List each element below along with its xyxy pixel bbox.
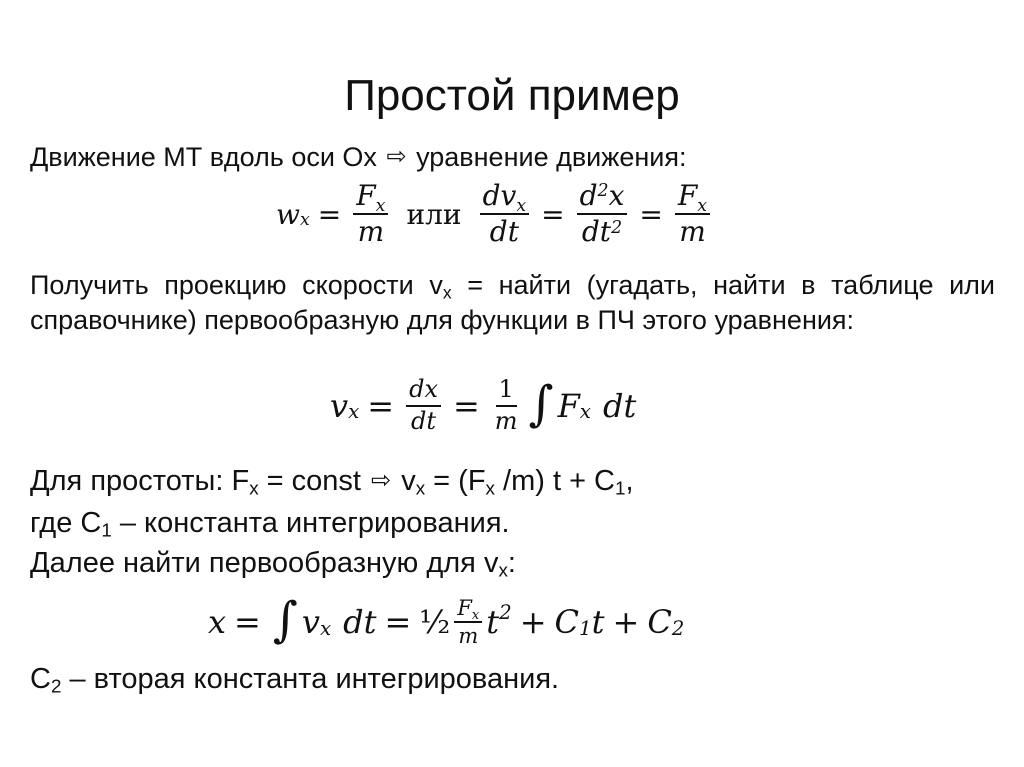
- x-subscript: x: [415, 477, 426, 499]
- x-subscript: x: [319, 616, 332, 640]
- denominator: m: [494, 406, 518, 435]
- equation-label: уравнение движения:: [416, 142, 687, 172]
- equals-sign: =: [384, 603, 412, 641]
- x-symbol: x: [208, 603, 227, 641]
- numerator: [480, 180, 530, 215]
- numerator: [577, 180, 628, 215]
- or-word: или: [406, 197, 462, 231]
- x-subscript: x: [579, 400, 591, 424]
- x-subscript: x: [516, 195, 527, 216]
- line-text: – константа интегрирования.: [111, 507, 510, 539]
- one-subscript: 1: [579, 616, 592, 640]
- x-subscript: x: [442, 282, 452, 303]
- w-symbol: w: [276, 197, 300, 231]
- denominator: dt: [411, 406, 437, 435]
- x-subscript: x: [249, 477, 259, 499]
- v-symbol: v: [330, 386, 349, 425]
- line-text: /m) t + C: [494, 465, 616, 497]
- constant-line: [30, 506, 510, 540]
- paragraph-text: Получить проекцию скорости v: [30, 270, 443, 300]
- squared: 2: [611, 217, 623, 238]
- equals-sign: =: [367, 386, 395, 425]
- motion-line: [30, 140, 686, 176]
- equals-sign: =: [639, 197, 663, 231]
- t-symbol: t: [591, 603, 605, 641]
- simplicity-line: [30, 464, 634, 500]
- line-text: = const: [258, 465, 370, 497]
- c-symbol: C: [554, 603, 580, 641]
- velocity-paragraph: [30, 268, 995, 338]
- two-subscript: 2: [50, 675, 62, 697]
- motion-text: Движение МТ вдоль оси Ox: [30, 142, 377, 172]
- force-over-mass: [353, 180, 388, 248]
- line-text: Для простоты: F: [30, 465, 250, 497]
- dt-symbol: dt: [343, 603, 377, 641]
- x-subscript: x: [697, 195, 708, 216]
- dt-symbol: dt: [581, 215, 612, 249]
- plus-sign: +: [519, 603, 547, 641]
- one-subscript: 1: [615, 477, 626, 499]
- denominator: m: [679, 215, 706, 249]
- f-symbol: F: [457, 595, 472, 620]
- next-step-line: [30, 546, 516, 580]
- t-symbol: t: [486, 603, 500, 641]
- integral-sign: ∫: [272, 592, 298, 648]
- equals-sign: =: [234, 603, 261, 641]
- dt-symbol: dt: [602, 386, 637, 425]
- squared: 2: [499, 600, 512, 624]
- plus-sign: +: [612, 603, 640, 641]
- x-subscript: x: [375, 195, 386, 216]
- one-over-m: [492, 376, 521, 435]
- c-symbol: C: [647, 603, 672, 641]
- dx-dt: [406, 376, 441, 435]
- paragraph-text: = найти (угадать, найти в таблице или справочнике) первообразную для функции в ПЧ этого уравнения:: [30, 270, 995, 335]
- numerator: dx: [406, 376, 441, 407]
- equals-sign: =: [317, 197, 342, 231]
- integral-sign: ∫: [528, 375, 554, 432]
- denominator: dt: [489, 215, 519, 249]
- d-symbol: d: [579, 179, 598, 212]
- equals-sign: =: [541, 197, 565, 231]
- right-arrow-icon: ⇨: [371, 467, 392, 494]
- line-text: ,: [625, 465, 634, 497]
- numerator: [353, 180, 388, 215]
- x-subscript: x: [498, 559, 508, 581]
- numerator: 1: [496, 376, 517, 407]
- one-subscript: 1: [101, 519, 112, 541]
- x-symbol: x: [608, 179, 625, 212]
- force-over-mass: [454, 596, 482, 648]
- x-subscript: x: [485, 477, 495, 499]
- second-constant-line: [30, 662, 559, 696]
- x-subscript: x: [471, 608, 480, 624]
- line-text: :: [507, 547, 516, 579]
- line-text: – вторая константа интегрирования.: [61, 663, 560, 695]
- equation-of-motion: [276, 180, 714, 248]
- x-subscript: x: [348, 400, 360, 424]
- line-text: где C: [30, 507, 102, 539]
- line-text: C: [30, 663, 51, 695]
- denominator: m: [357, 215, 385, 249]
- velocity-equation: [330, 376, 636, 435]
- numerator: [454, 596, 482, 623]
- f-symbol: F: [356, 179, 376, 212]
- line-text: v: [393, 465, 416, 497]
- x-subscript: x: [299, 209, 310, 230]
- position-equation: [208, 594, 684, 650]
- dv-symbol: dv: [482, 179, 517, 212]
- line-text: = (F: [425, 465, 486, 497]
- f-symbol: F: [677, 179, 698, 212]
- denominator: [579, 215, 625, 248]
- half-symbol: ½: [419, 603, 451, 641]
- v-symbol: v: [301, 603, 320, 641]
- line-text: Далее найти первообразную для v: [30, 547, 499, 579]
- d2x-dt2: [577, 180, 628, 248]
- dvx-dt: [480, 180, 530, 248]
- force-over-mass: [675, 180, 710, 248]
- denominator: m: [458, 624, 479, 648]
- equals-sign: =: [452, 386, 480, 425]
- two-subscript: 2: [671, 616, 685, 640]
- f-symbol: F: [557, 386, 580, 425]
- right-arrow-icon: ⇨: [386, 143, 407, 170]
- numerator: [675, 180, 710, 215]
- squared: 2: [597, 181, 609, 202]
- slide-title: Простой пример: [344, 71, 680, 120]
